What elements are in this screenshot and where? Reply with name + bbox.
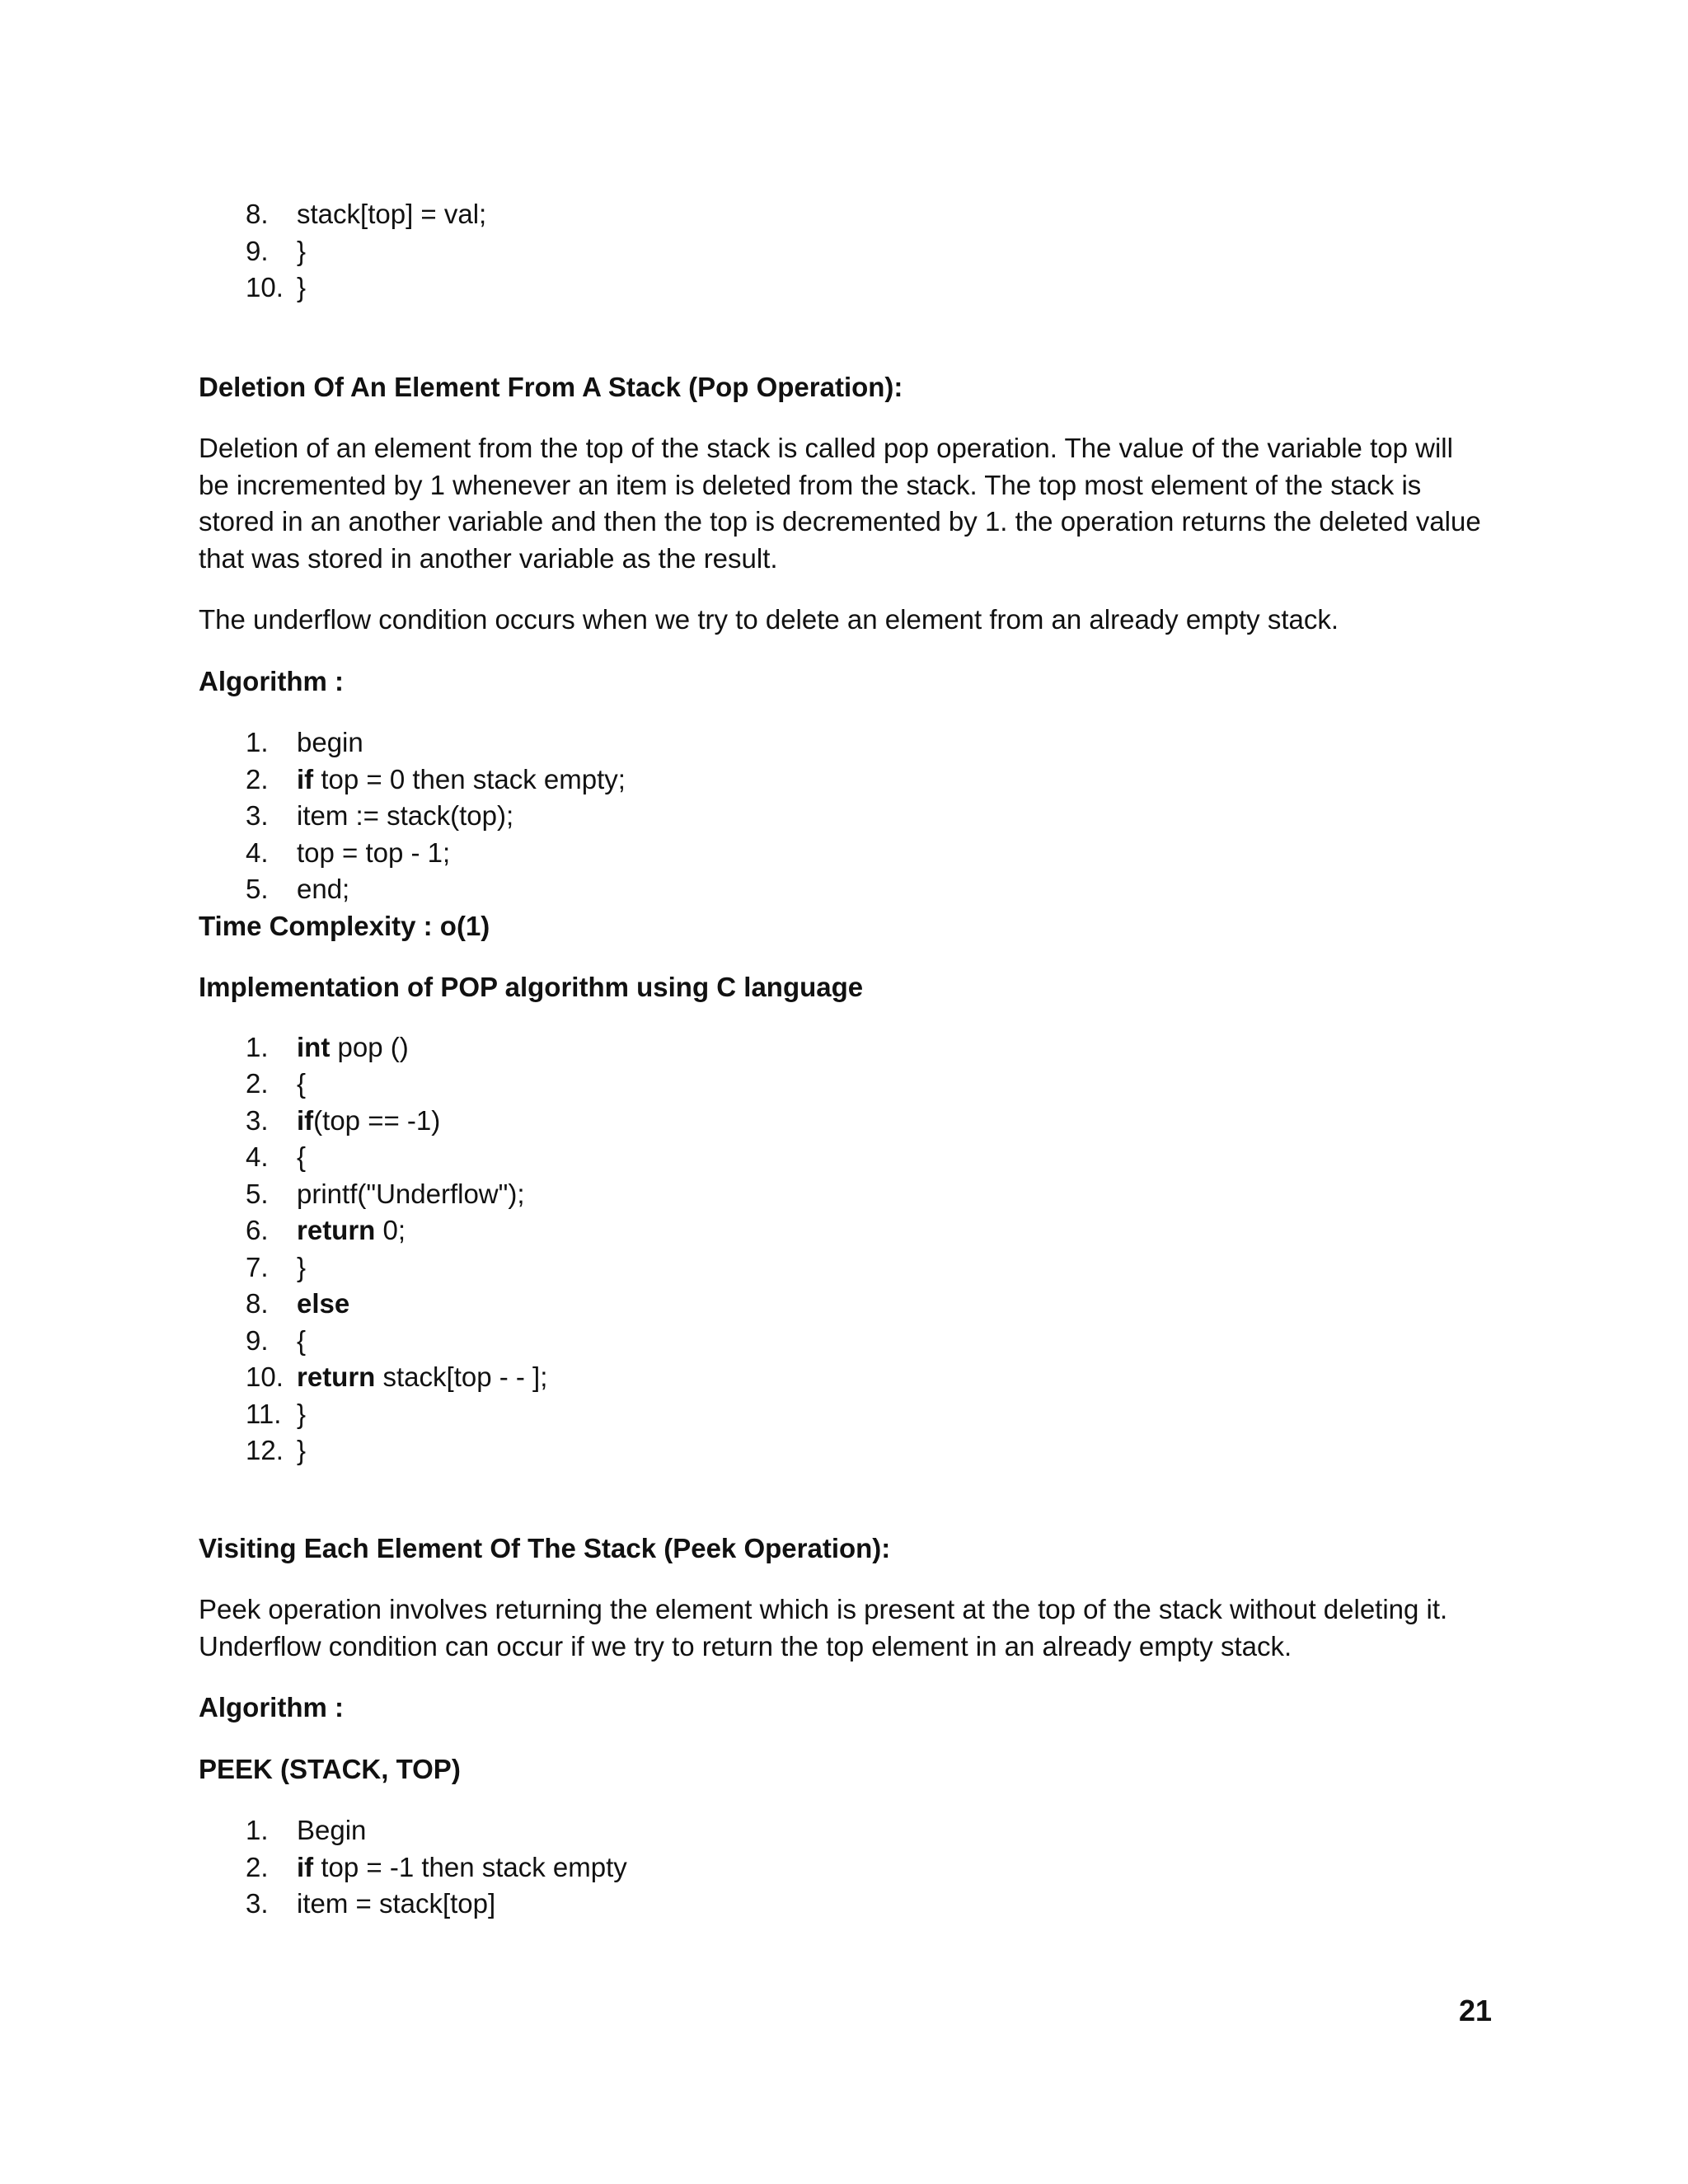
spacer <box>199 1567 1493 1591</box>
code-text: top = -1 then stack empty <box>313 1851 627 1882</box>
code-line <box>246 233 1493 270</box>
line-number: 8. <box>246 1288 269 1319</box>
spacer <box>199 1788 1493 1812</box>
line-number: 5. <box>246 874 269 904</box>
spacer <box>199 307 1493 369</box>
line-number: 3. <box>246 1104 269 1136</box>
code-line <box>246 1359 1493 1396</box>
code-keyword: if <box>297 763 314 794</box>
code-text: top = top - 1; <box>297 837 451 868</box>
code-keyword: else <box>297 1288 350 1319</box>
line-number: 8. <box>246 199 269 229</box>
code-line <box>246 762 1493 799</box>
spacer <box>199 1727 1493 1751</box>
spacer <box>199 405 1493 430</box>
code-line <box>246 1886 1493 1923</box>
code-keyword: return <box>297 1361 376 1392</box>
spacer <box>199 944 1493 969</box>
peek-algorithm-label: Algorithm : <box>199 1692 344 1722</box>
code-text: 0; <box>375 1215 406 1245</box>
line-number: 4. <box>246 837 269 868</box>
code-text: Begin <box>297 1815 367 1845</box>
code-line <box>246 269 1493 307</box>
code-line <box>246 1139 1493 1176</box>
line-number: 1. <box>246 727 269 757</box>
page-content <box>199 196 1493 1923</box>
line-number: 5. <box>246 1178 269 1209</box>
code-text: (top == -1) <box>313 1104 441 1136</box>
code-keyword: if <box>297 1851 314 1882</box>
code-line <box>246 1103 1493 1140</box>
line-number: 2. <box>246 763 269 794</box>
code-text: { <box>297 1068 307 1099</box>
code-line <box>246 871 1493 908</box>
code-line <box>246 1212 1493 1249</box>
peek-description-paragraph: Peek operation involves returning the element which is present at the top of the stack without deleting it. Underflow condition can occur if we try to return the top element in an already empty stack. <box>199 1594 1448 1661</box>
code-line <box>246 835 1493 872</box>
line-number: 11. <box>246 1398 282 1429</box>
code-text: stack[top - - ]; <box>375 1361 548 1392</box>
code-text: top = 0 then stack empty; <box>313 763 626 794</box>
code-line <box>246 1249 1493 1286</box>
line-number: 10. <box>246 1361 284 1392</box>
code-keyword: return <box>297 1215 376 1245</box>
line-number: 6. <box>246 1215 269 1245</box>
code-text: } <box>297 1398 307 1429</box>
spacer <box>199 1006 1493 1029</box>
code-text: } <box>297 1435 307 1465</box>
line-number: 7. <box>246 1251 269 1282</box>
code-line <box>246 724 1493 762</box>
peek-algorithm-list <box>199 1812 1493 1923</box>
code-line <box>246 1029 1493 1066</box>
line-number: 4. <box>246 1141 269 1172</box>
line-number: 2. <box>246 1068 269 1099</box>
code-text: item = stack[top] <box>297 1888 496 1919</box>
time-complexity: Time Complexity : o(1) <box>199 910 490 941</box>
peek-signature: PEEK (STACK, TOP) <box>199 1753 461 1784</box>
code-line <box>246 1176 1493 1213</box>
spacer <box>199 577 1493 602</box>
line-number: 2. <box>246 1851 269 1882</box>
line-number: 9. <box>246 235 269 266</box>
pop-algorithm-label: Algorithm : <box>199 665 344 696</box>
code-text: item := stack(top); <box>297 800 514 831</box>
code-text: printf("Underflow"); <box>297 1178 525 1209</box>
code-text: stack[top] = val; <box>297 199 487 229</box>
underflow-paragraph: The underflow condition occurs when we try to delete an element from an already empty stack. <box>199 604 1339 635</box>
code-line <box>246 1432 1493 1469</box>
code-line <box>246 1066 1493 1103</box>
spacer <box>199 1665 1493 1690</box>
code-text: { <box>297 1141 307 1172</box>
peek-section-heading: Visiting Each Element Of The Stack (Peek Operation): <box>199 1532 891 1563</box>
code-text: begin <box>297 727 363 757</box>
line-number: 3. <box>246 1888 269 1919</box>
page-number: 21 <box>1458 1994 1492 2027</box>
line-number: 1. <box>246 1031 269 1062</box>
code-text: } <box>297 272 307 302</box>
line-number: 10. <box>246 272 284 302</box>
code-keyword: if <box>297 1104 314 1136</box>
pop-section-heading: Deletion Of An Element From A Stack (Pop Operation): <box>199 371 903 402</box>
line-number: 12. <box>246 1435 284 1465</box>
code-text: { <box>297 1324 307 1356</box>
code-keyword: int <box>297 1031 331 1062</box>
code-line <box>246 798 1493 835</box>
pop-implementation-heading: Implementation of POP algorithm using C language <box>199 972 864 1002</box>
code-text: } <box>297 1251 307 1282</box>
code-line <box>246 196 1493 233</box>
spacer <box>199 639 1493 663</box>
code-text: pop () <box>330 1031 409 1062</box>
line-number: 9. <box>246 1324 269 1356</box>
code-line <box>246 1323 1493 1360</box>
line-number: 3. <box>246 800 269 831</box>
line-number: 1. <box>246 1815 269 1845</box>
code-line <box>246 1849 1493 1886</box>
code-text: } <box>297 235 307 266</box>
pop-c-code-list <box>199 1029 1493 1469</box>
pop-algorithm-list <box>199 724 1493 908</box>
code-line <box>246 1286 1493 1323</box>
spacer <box>199 1469 1493 1530</box>
spacer <box>199 700 1493 724</box>
code-line <box>246 1812 1493 1849</box>
code-line <box>246 1396 1493 1433</box>
pop-description-paragraph: Deletion of an element from the top of the stack is called pop operation. The value of the variable top will be incremented by 1 whenever an item is deleted from the stack. The top most element of the stack is stored in an another variable and then the top is decremented by 1. the operation returns the deleted value that was stored in another variable as the result. <box>199 433 1481 574</box>
continued-code-list <box>199 196 1493 307</box>
code-text: end; <box>297 874 350 904</box>
